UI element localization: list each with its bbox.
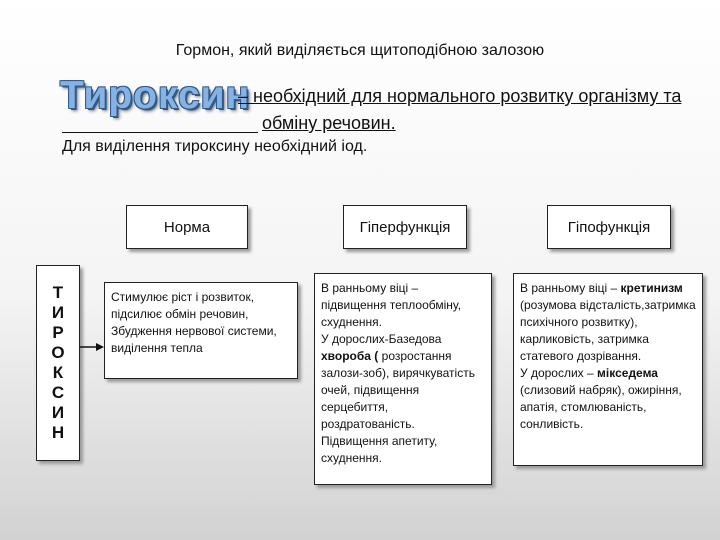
hypo-text-3: У дорослих – — [520, 366, 598, 380]
norm-description — [104, 282, 298, 379]
header-norm-label: Норма — [163, 218, 211, 236]
hypo-text-2: (розумова відсталість,затримка психічного розвитку), карликовість, затримка статевого дозрівання. — [520, 298, 696, 363]
header-norm — [126, 205, 248, 249]
header-hypo-label: Гіпофункція — [567, 218, 651, 236]
vertical-letter: Н — [51, 423, 65, 442]
arrow-right-icon — [80, 341, 104, 353]
hypo-text-4: (слизовий набряк), ожиріння, апатія, стомлюваність, сонливість. — [520, 383, 682, 431]
vertical-letter: Р — [52, 323, 64, 342]
vertical-letter: С — [51, 383, 65, 402]
hormone-title: Тироксин — [60, 74, 251, 117]
header-hyperfunction — [343, 205, 467, 249]
hypo-text-1: В ранньому віці – — [520, 281, 621, 295]
iodine-note: Для виділення тироксину необхідний іод. — [62, 138, 368, 155]
hyperfunction-description — [314, 273, 492, 485]
vertical-hormone-name — [36, 265, 80, 461]
hypofunction-description — [513, 273, 703, 466]
vertical-letter: К — [52, 363, 64, 382]
hyper-disease: хвороба ( — [321, 349, 379, 363]
header-hyper-label: Гіперфункція — [359, 218, 451, 236]
hyper-text-2: У дорослих-Базедова — [321, 332, 442, 346]
vertical-letter: Т — [52, 283, 64, 302]
slide-subtitle: Гормон, який виділяється щитоподібною залозою — [175, 42, 545, 59]
header-hypofunction — [547, 205, 671, 249]
definition-line-1: – необхідний для нормального розвитку організму та — [238, 86, 682, 106]
vertical-letter: И — [51, 303, 65, 322]
definition-underline — [62, 132, 258, 133]
vertical-letter: О — [51, 343, 65, 362]
hypo-disease-2: мікседема — [597, 366, 658, 380]
vertical-letter: И — [51, 403, 65, 422]
definition-line-2: обміну речовин. — [262, 113, 396, 133]
hypo-disease-1: кретинизм — [620, 281, 683, 295]
norm-text: Стимулює ріст і розвиток, підсилює обмін речовин, Збудження нервової системи, виділення тепла — [111, 290, 277, 355]
hyper-text-3: розростання залози-зоб), вирячкуватість очей, підвищення серцебиття, роздратованість. Підвищення апетиту, схуднення. — [321, 349, 475, 465]
hyper-text-1: В ранньому віці – підвищення теплообміну, схуднення. — [321, 281, 462, 329]
